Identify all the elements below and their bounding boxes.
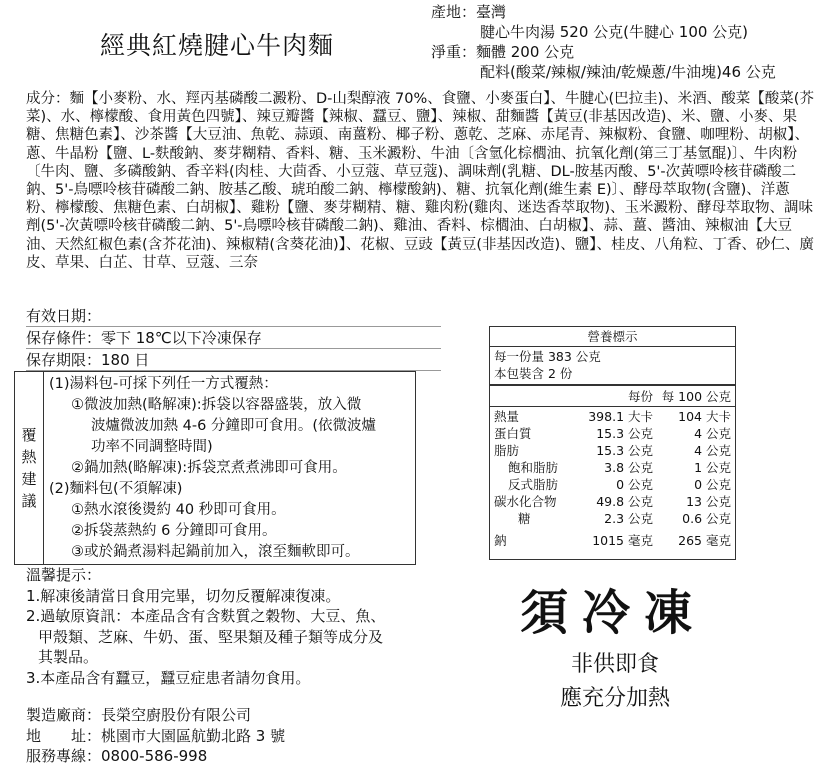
nutrient-per-serving: 15.3 公克 bbox=[596, 443, 653, 458]
nutrition-row bbox=[490, 493, 735, 510]
noodle-pack-title: (2)麵料包(不須解凍) bbox=[49, 481, 183, 497]
nutrient-per-100g: 0 公克 bbox=[694, 477, 731, 492]
nutrient-per-serving: 1015 毫克 bbox=[592, 533, 653, 548]
origin-block bbox=[412, 2, 776, 82]
microwave-line: 功率不同調整時間) bbox=[91, 439, 213, 455]
nutrition-row bbox=[490, 459, 735, 476]
nutrient-per-serving: 3.8 公克 bbox=[604, 460, 653, 475]
nutrient-name: 糖 bbox=[518, 511, 531, 526]
heat-thoroughly-line: 應充分加熱 bbox=[560, 686, 671, 711]
nutrient-per-100g: 104 大卡 bbox=[678, 409, 731, 424]
tip-item: 1.解凍後請當日食用完畢，切勿反覆解凍復凍。 bbox=[26, 586, 341, 605]
manufacturer: 製造廠商：長榮空廚股份有限公司 bbox=[26, 706, 252, 724]
side-char: 覆 bbox=[21, 426, 37, 444]
nutrient-name: 鈉 bbox=[494, 533, 507, 548]
nutrition-row bbox=[490, 442, 735, 459]
product-title: 經典紅燒腱心牛肉麵 bbox=[100, 31, 335, 60]
side-char: 熱 bbox=[21, 448, 37, 466]
tip-item: 甲殼類、芝麻、牛奶、蛋、堅果類及種子類等成分及 bbox=[38, 627, 384, 646]
service-hotline: 服務專線：0800-586-998 bbox=[26, 747, 208, 765]
nutrient-name: 熱量 bbox=[494, 409, 520, 424]
side-char: 議 bbox=[21, 492, 37, 510]
manufacturer-info bbox=[26, 705, 285, 767]
pot-heating-line: ②鍋加熱(略解凍):拆袋烹煮煮沸即可食用。 bbox=[71, 460, 347, 476]
expiry-date: 有效日期： bbox=[26, 306, 441, 327]
nutrient-name: 飽和脂肪 bbox=[508, 460, 559, 475]
nutrition-title: 營養標示 bbox=[587, 329, 638, 344]
nutrient-name: 脂肪 bbox=[494, 443, 520, 458]
not-ready-line: 非供即食 bbox=[571, 652, 660, 677]
tip-item: 3.本產品含有蠶豆，蠶豆症患者請勿食用。 bbox=[26, 668, 311, 687]
heating-instructions bbox=[14, 371, 416, 565]
noodle-step: ②拆袋蒸熱約 6 分鐘即可食用。 bbox=[71, 523, 277, 539]
nutrient-per-100g: 13 公克 bbox=[686, 494, 731, 509]
tip-item: 其製品。 bbox=[38, 648, 99, 666]
nutrient-name: 蛋白質 bbox=[494, 426, 532, 441]
tips-title: 溫馨提示： bbox=[26, 566, 102, 584]
noodle-step: ①熱水滾後燙約 40 秒即可食用。 bbox=[71, 502, 286, 518]
nutrient-per-100g: 4 公克 bbox=[694, 426, 731, 441]
origin-value: 臺灣 bbox=[476, 3, 507, 21]
storage-condition: 保存條件：零下 18℃以下冷凍保存 bbox=[26, 328, 441, 349]
heating-body bbox=[49, 374, 419, 563]
not-ready-to-eat bbox=[560, 648, 670, 716]
soup-weight: 腱心牛肉湯 520 公克(牛腱心 100 公克) bbox=[480, 23, 749, 41]
net-weight-value: 麵體 200 公克 bbox=[476, 43, 575, 61]
serving-size: 每一份量 383 公克 bbox=[494, 349, 601, 364]
heating-side-label bbox=[15, 372, 44, 564]
address: 地 址：桃園市大園區航勤北路 3 號 bbox=[26, 726, 286, 745]
frozen-notice: 須冷凍 bbox=[520, 585, 707, 641]
nutrient-per-serving: 0 公克 bbox=[616, 477, 653, 492]
nutrient-per-100g: 0.6 公克 bbox=[682, 511, 731, 526]
divider bbox=[490, 384, 735, 386]
nutrition-table bbox=[489, 326, 736, 560]
shelf-life: 保存期限：180 日 bbox=[26, 350, 441, 371]
microwave-line: 波爐微波加熱 4-6 分鐘即可食用。(依微波爐 bbox=[91, 418, 377, 434]
col-per-serving: 每份 bbox=[627, 389, 653, 404]
col-per-100g: 每 100 公克 bbox=[661, 389, 731, 404]
nutrition-row bbox=[490, 510, 735, 527]
nutrient-per-serving: 15.3 公克 bbox=[596, 426, 653, 441]
divider bbox=[490, 346, 735, 347]
nutrition-row bbox=[490, 476, 735, 493]
origin-label: 產地： bbox=[430, 3, 476, 21]
nutrient-per-100g: 4 公克 bbox=[694, 443, 731, 458]
nutrient-per-100g: 265 毫克 bbox=[678, 533, 731, 548]
soup-pack-title: (1)湯料包-可採下列任一方式覆熱： bbox=[49, 376, 278, 392]
nutrient-per-serving: 49.8 公克 bbox=[596, 494, 653, 509]
nutrient-name: 碳水化合物 bbox=[494, 494, 557, 509]
servings-per-pack: 本包裝含 2 份 bbox=[494, 366, 573, 381]
side-char: 建 bbox=[21, 470, 37, 488]
nutrient-per-serving: 398.1 大卡 bbox=[588, 409, 653, 424]
divider bbox=[490, 406, 735, 407]
nutrition-row bbox=[490, 408, 735, 425]
nutrient-per-100g: 1 公克 bbox=[694, 460, 731, 475]
tip-item: 2.過敏原資訊：本產品含有含麩質之穀物、大豆、魚、 bbox=[26, 607, 386, 625]
ingredient-pack-weight: 配料(酸菜/辣椒/辣油/乾燥蔥/牛油塊)46 公克 bbox=[480, 63, 776, 81]
warm-tips bbox=[26, 565, 416, 688]
nutrient-per-serving: 2.3 公克 bbox=[604, 511, 653, 526]
ingredients-text: 成分：麵【小麥粉、水、羥丙基磷酸二澱粉、D-山梨醇液 70%、食鹽、小麥蛋白】、牛腱心(巴拉圭)、米酒、酸菜【酸菜(芥菜)、水、檸檬酸、食用黃色四號】、辣豆瓣醬【辣椒、蠶豆、鹽】、辣椒、甜麵醬【黃豆(非基因改造)、米、鹽、小麥、果糖、焦糖色素】、沙茶醬【大豆油、魚乾、蒜頭、南薑粉、椰子粉、蔥乾、芝麻、赤尾青、辣椒粉、食鹽、咖哩粉、胡椒】、蔥、牛晶粉【鹽、L-麩酸鈉、麥芽糊精、香料、糖、玉米澱粉、牛油〔含氫化棕櫚油、抗氧化劑(第三丁基氫醌)〕、牛肉粉〔牛肉、鹽、多磷酸鈉、香辛料(肉桂、大茴香、小豆蔻、草豆蔻)、調味劑(乳糖、DL-胺基丙酸、5'-次黃嘌呤核苷磷酸二鈉、5'-鳥嘌呤核苷磷酸二鈉、胺基乙酸、琥珀酸二鈉、檸檬酸鈉)、糖、抗氧化劑(維生素 E)〕、酵母萃取物(含鹽)、洋蔥粉、檸檬酸、焦糖色素、白胡椒】、雞粉【鹽、麥芽糊精、糖、雞肉粉(雞肉、迷迭香萃取物)、玉米澱粉、酵母萃取物、調味劑(5'-次黃嘌呤核苷磷酸二鈉、5'-鳥嘌呤核苷磷酸二鈉)、雞油、香料、棕櫚油、白胡椒】、蒜、薑、醬油、辣椒油【大豆油、天然紅椒色素(含芥花油)、辣椒精(含葵花油)】、花椒、豆豉【黃豆(非基因改造)、鹽】、桂皮、八角粒、丁香、砂仁、廣皮、草果、白芷、甘草、豆蔻、三奈 bbox=[26, 91, 814, 271]
nutrition-row bbox=[490, 425, 735, 442]
nutrition-row bbox=[490, 532, 735, 549]
nutrient-name: 反式脂肪 bbox=[508, 477, 559, 492]
microwave-line: ①微波加熱(略解凍):拆袋以容器盛裝，放入微 bbox=[71, 397, 362, 413]
net-weight-label: 淨重： bbox=[430, 43, 476, 61]
noodle-step: ③或於鍋煮湯料起鍋前加入，滾至麵軟即可。 bbox=[71, 544, 360, 560]
